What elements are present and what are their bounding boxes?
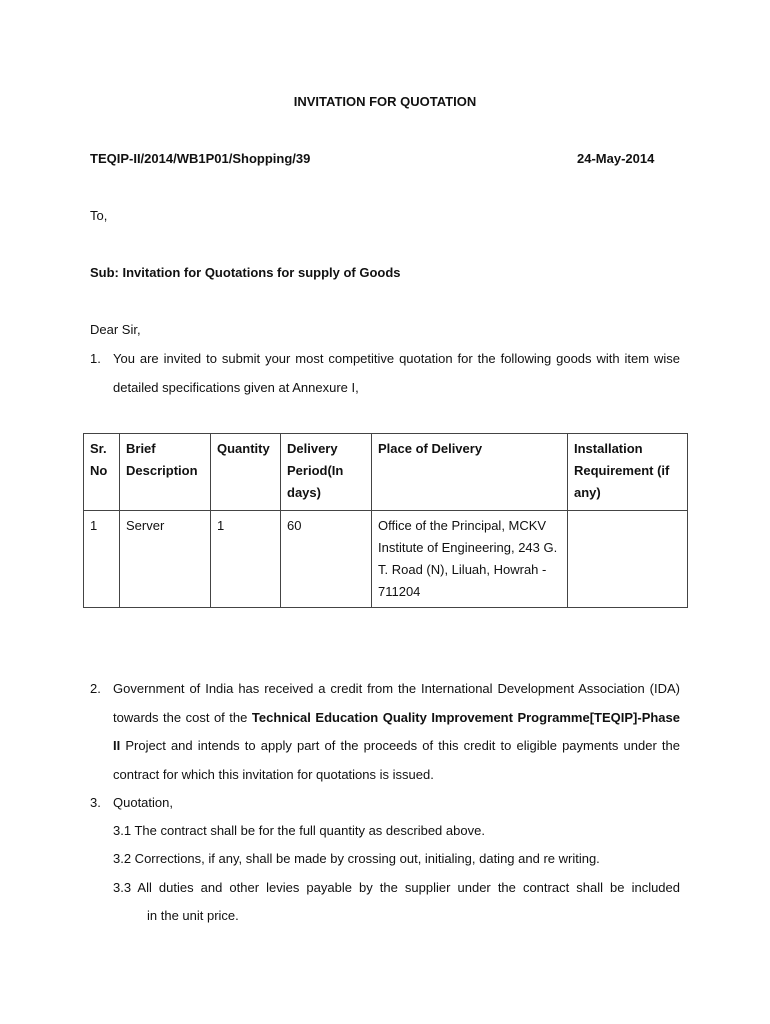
addressee-line: To, [90,208,108,223]
paragraph-number: 3. [90,795,101,810]
cell-sr-no: 1 [84,511,120,608]
clause-3-1: 3.1 The contract shall be for the full quantity as described above. [113,823,485,838]
paragraph-text-part2: Project and intends to apply part of the proceeds of this credit to eligible payments under the contract for which this invitation for quotations is issued. [113,738,680,782]
paragraph-text-part1: Government of India has received a credit from the International Development Association (IDA) towards the cost of the [113,681,680,725]
clause-3-2: 3.2 Corrections, if any, shall be made by crossing out, initialing, dating and re writing. [113,851,600,866]
programme-name: Technical Education Quality Improvement Programme[TEQIP]-Phase II [113,709,680,753]
header-quantity: Quantity [211,434,281,511]
paragraph-1 [90,345,680,402]
paragraph-number: 1. [90,351,101,366]
paragraph-2 [90,675,680,789]
table-row [84,511,688,608]
header-delivery-period: Delivery Period(In days) [281,434,372,511]
table-header-row [84,434,688,511]
paragraph-text [113,675,680,789]
cell-quantity: 1 [211,511,281,608]
cell-place-of-delivery: Office of the Principal, MCKV Institute of Engineering, 243 G. T. Road (N), Liluah, Howrah - 711204 [372,511,568,608]
reference-number: TEQIP-II/2014/WB1P01/Shopping/39 [90,151,311,166]
document-date: 24-May-2014 [577,151,655,166]
cell-description: Server [120,511,211,608]
header-sr-no: Sr. No [84,434,120,511]
header-installation-requirement: Installation Requirement (if any) [568,434,688,511]
clause-3-3-continued: in the unit price. [147,908,239,923]
header-place-of-delivery: Place of Delivery [372,434,568,511]
header-brief-description: Brief Description [120,434,211,511]
paragraph-number: 2. [90,681,101,696]
paragraph-3 [90,789,680,818]
subject-line: Sub: Invitation for Quotations for supply of Goods [90,265,401,280]
paragraph-text: You are invited to submit your most competitive quotation for the following goods with item wise detailed specifications given at Annexure I, [113,351,680,395]
clause-3-3: 3.3 All duties and other levies payable by the supplier under the contract shall be included [113,880,680,895]
goods-table [83,433,688,608]
paragraph-text: Quotation, [113,795,173,810]
salutation: Dear Sir, [90,322,141,337]
document-title: INVITATION FOR QUOTATION [293,94,477,109]
cell-installation [568,511,688,608]
cell-delivery-period: 60 [281,511,372,608]
